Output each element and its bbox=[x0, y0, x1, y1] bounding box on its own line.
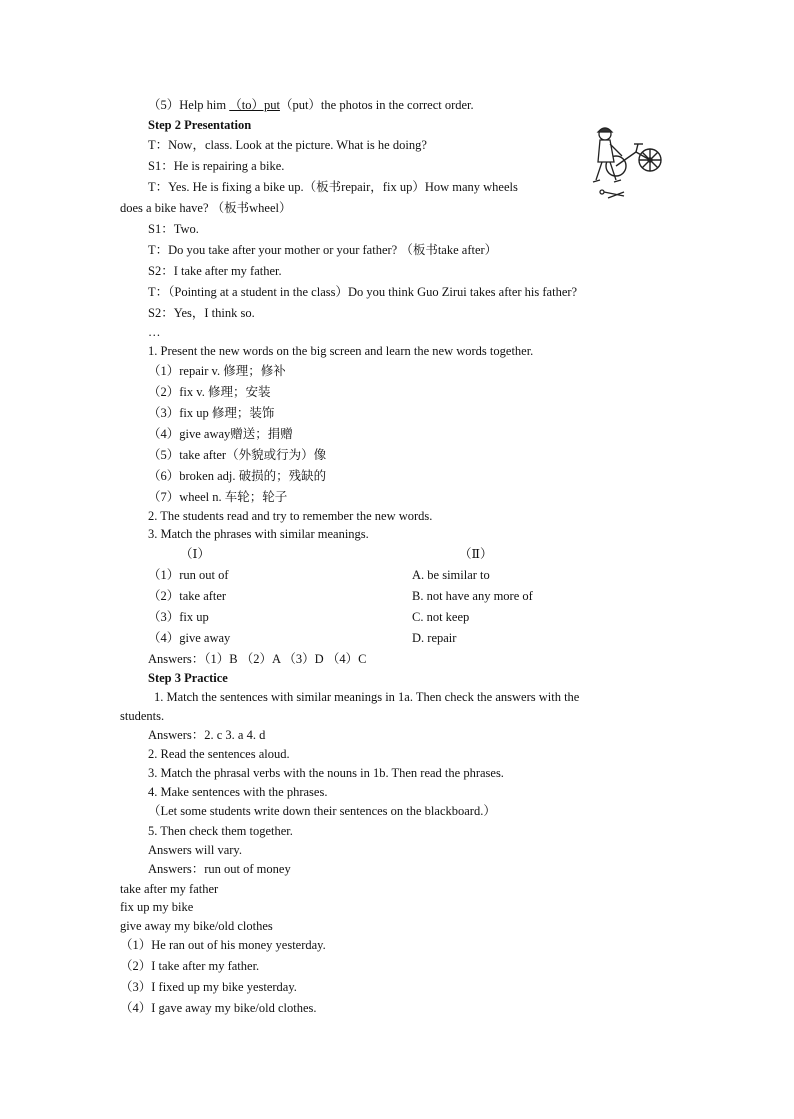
sentence-answer: （4）I gave away my bike/old clothes. bbox=[120, 1001, 317, 1015]
meaning-item: C. not keep bbox=[412, 610, 470, 624]
step2-answers: Answers：（1）B （2）A （3）D （4）C bbox=[148, 652, 367, 666]
step3-task-1: 1. Match the sentences with similar meanings in 1a. Then check the answers with the bbox=[154, 690, 580, 704]
phrase-answer: fix up my bike bbox=[120, 900, 194, 914]
step3-task-4-note: （Let some students write down their sentences on the blackboard.） bbox=[148, 804, 496, 818]
vocab-item: （4）give away赠送；捐赠 bbox=[148, 427, 293, 441]
sentence-answer: （3）I fixed up my bike yesterday. bbox=[120, 980, 297, 994]
vocab-item: （2）fix v. 修理；安装 bbox=[148, 385, 271, 399]
dialogue-line: S1：He is repairing a bike. bbox=[148, 159, 285, 173]
item5-suffix: （put）the photos in the correct order. bbox=[279, 98, 474, 112]
sentence-answer: （2）I take after my father. bbox=[120, 959, 260, 973]
item5-prefix: （5）Help him bbox=[148, 98, 230, 112]
dialogue-line: T：Do you take after your mother or your father? （板书take after） bbox=[148, 243, 498, 257]
meaning-item: D. repair bbox=[412, 631, 457, 645]
step2-heading: Step 2 Presentation bbox=[148, 118, 252, 132]
phrase-answer: give away my bike/old clothes bbox=[120, 919, 273, 933]
phrase-answer: take after my father bbox=[120, 882, 219, 896]
dialogue-ellipsis: … bbox=[148, 325, 161, 339]
step3-task-5: 5. Then check them together. bbox=[148, 824, 293, 838]
step3-answers-2: Answers：run out of money bbox=[148, 862, 291, 876]
vocab-item: （5）take after（外貌或行为）像 bbox=[148, 448, 327, 462]
step1-item5 bbox=[148, 97, 474, 113]
meaning-item: B. not have any more of bbox=[412, 589, 533, 603]
step3-heading: Step 3 Practice bbox=[148, 671, 228, 685]
boy-repairing-bike-illustration bbox=[590, 122, 672, 204]
vocab-item: （1）repair v. 修理；修补 bbox=[148, 364, 286, 378]
step3-task-3: 3. Match the phrasal verbs with the nouns in 1b. Then read the phrases. bbox=[148, 766, 504, 780]
sentence-answer: （1）He ran out of his money yesterday. bbox=[120, 938, 326, 952]
task-1: 1. Present the new words on the big screen and learn the new words together. bbox=[148, 344, 534, 358]
phrase-item: （2）take after bbox=[148, 589, 227, 603]
task-2: 2. The students read and try to remember the new words. bbox=[148, 509, 433, 523]
dialogue-line: T：（Pointing at a student in the class）Do you think Guo Zirui takes after his father? bbox=[148, 285, 578, 299]
step3-task-1-cont: students. bbox=[120, 709, 165, 723]
meaning-item: A. be similar to bbox=[412, 568, 490, 582]
vocab-item: （7）wheel n. 车轮；轮子 bbox=[148, 490, 288, 504]
task-3: 3. Match the phrases with similar meanings. bbox=[148, 527, 369, 541]
vocab-item: （3）fix up 修理；装饰 bbox=[148, 406, 275, 420]
answers-vary: Answers will vary. bbox=[148, 843, 242, 857]
step3-answers-1: Answers：2. c 3. a 4. d bbox=[148, 728, 266, 742]
phrase-item: （1）run out of bbox=[148, 568, 229, 582]
dialogue-line: S1：Two. bbox=[148, 222, 199, 236]
step3-task-4: 4. Make sentences with the phrases. bbox=[148, 785, 328, 799]
vocab-item: （6）broken adj. 破损的；残缺的 bbox=[148, 469, 327, 483]
dialogue-line: T：Yes. He is fixing a bike up.（板书repair，fix up）How many wheels bbox=[148, 180, 518, 194]
column-2-heading: （Ⅱ） bbox=[459, 547, 493, 561]
dialogue-line: T：Now，class. Look at the picture. What is he doing? bbox=[148, 138, 427, 152]
phrase-item: （4）give away bbox=[148, 631, 231, 645]
dialogue-line: S2：I take after my father. bbox=[148, 264, 282, 278]
item5-answer: （to）put bbox=[229, 98, 280, 112]
dialogue-line: does a bike have? （板书wheel） bbox=[120, 201, 292, 215]
column-1-heading: （Ⅰ） bbox=[180, 547, 210, 561]
phrase-item: （3）fix up bbox=[148, 610, 209, 624]
step3-task-2: 2. Read the sentences aloud. bbox=[148, 747, 290, 761]
dialogue-line: S2：Yes，I think so. bbox=[148, 306, 255, 320]
